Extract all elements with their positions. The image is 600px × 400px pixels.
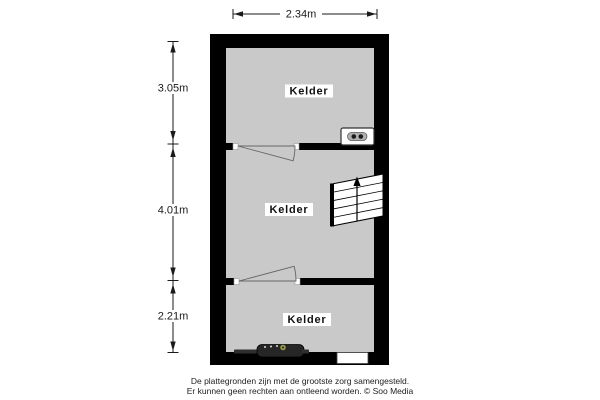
dim-arrow-down xyxy=(170,268,175,278)
dim-arrow-up xyxy=(170,148,175,158)
disclaimer-line-2: Er kunnen geen rechten aan ontleend worden. © Soo Media xyxy=(186,386,414,396)
top-dimension xyxy=(233,7,377,21)
room-label-middle: Kelder xyxy=(269,204,309,216)
room-label-top: Kelder xyxy=(289,85,329,98)
dim-arrow-left xyxy=(234,11,243,16)
heater-detail xyxy=(264,346,266,348)
divider-wall xyxy=(210,143,233,150)
door-post xyxy=(234,279,239,285)
dim-arrow-down xyxy=(170,131,175,141)
disclaimer-line-1: De plattegronden zijn met de grootste zorg samengesteld. xyxy=(190,376,410,386)
footer-disclaimer xyxy=(187,376,414,396)
boiler-meter-icon xyxy=(341,128,374,145)
room-label-bottom: Kelder xyxy=(287,314,327,326)
height-dimension-label-bottom: 2.21m xyxy=(157,310,189,323)
dim-arrow-up xyxy=(170,43,175,53)
heater-detail xyxy=(270,346,272,348)
heater-pipe xyxy=(234,350,260,354)
appliance-knob xyxy=(359,134,364,139)
divider-wall xyxy=(300,278,389,285)
floorplan-body xyxy=(210,34,389,365)
window-icon xyxy=(337,353,368,364)
divider-wall xyxy=(210,278,234,285)
heater-pipe xyxy=(302,350,309,354)
height-dimension-label-middle: 4.01m xyxy=(157,204,189,217)
appliance-panel xyxy=(348,133,368,141)
stairs-start-edge xyxy=(330,184,334,227)
width-dimension-label: 2.34m xyxy=(285,8,317,21)
dim-arrow-up xyxy=(170,284,175,294)
heater-detail xyxy=(276,345,278,347)
heater-valve-center xyxy=(282,347,284,349)
dim-arrow-right xyxy=(367,11,376,16)
left-dimension-chain xyxy=(153,42,193,353)
dim-arrow-down xyxy=(170,342,175,352)
appliance-knob xyxy=(352,134,357,139)
door-post xyxy=(233,144,238,150)
height-dimension-label-top: 3.05m xyxy=(157,82,189,95)
